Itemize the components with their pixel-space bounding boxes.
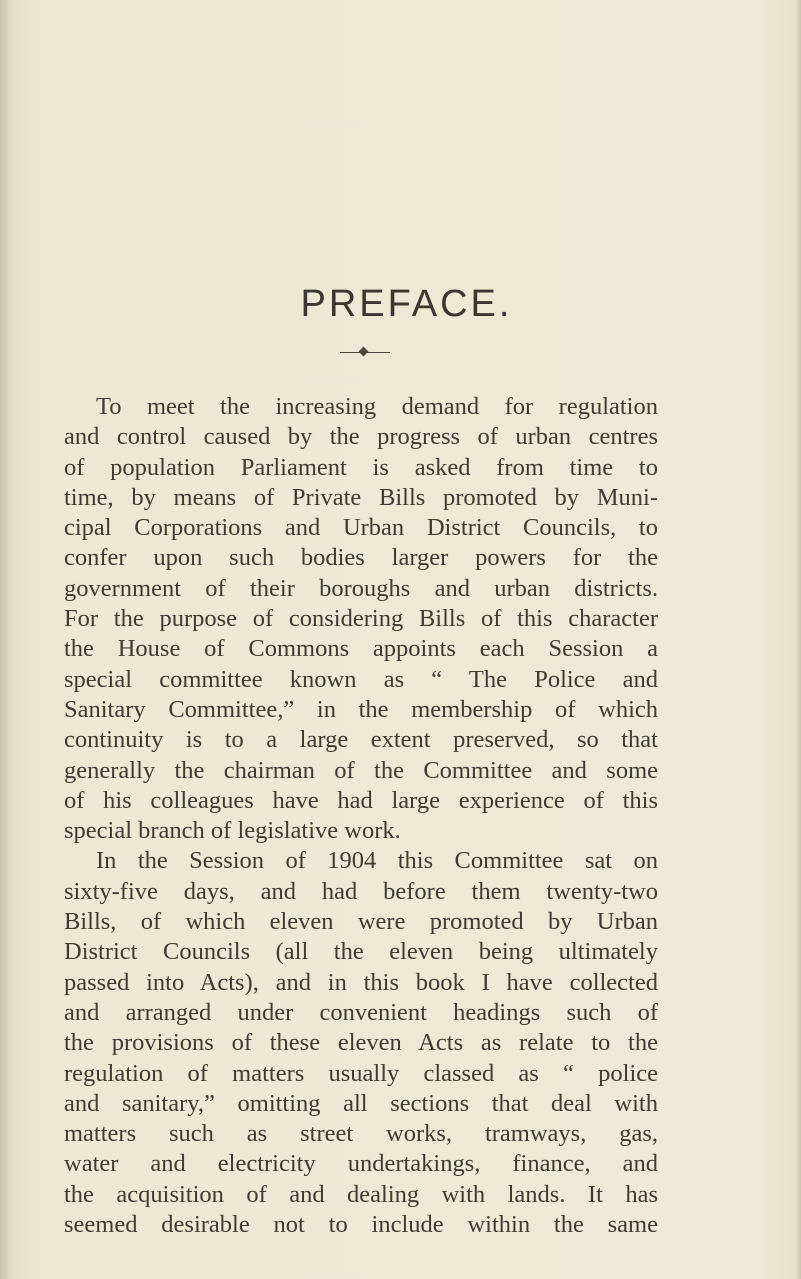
text-line: special branch of legislative work. <box>64 817 401 845</box>
text-line: matters such as street works, tramways, gas, <box>64 1120 658 1148</box>
text-line: water and electricity undertakings, finance, and <box>64 1150 658 1178</box>
text-line: special committee known as “ The Police and <box>64 665 658 693</box>
text-line: generally the chairman of the Committee and some <box>64 756 658 784</box>
diamond-rule-icon <box>340 347 390 359</box>
text-line: regulation of matters usually classed as “ police <box>64 1059 658 1087</box>
text-line: the acquisition of and dealing with lands. It has <box>64 1180 658 1208</box>
text-line: District Councils (all the eleven being ultimately <box>64 938 658 966</box>
page-left-edge <box>0 0 14 1279</box>
text-line: passed into Acts), and in this book I have collected <box>64 968 658 996</box>
paragraph <box>64 392 658 846</box>
text-line: Sanitary Committee,” in the membership of which <box>64 695 658 723</box>
text-line: government of their boroughs and urban districts. <box>64 574 658 602</box>
text-line: In the Session of 1904 this Committee sat on <box>96 847 658 875</box>
text-line: Bills, of which eleven were promoted by Urban <box>64 908 658 936</box>
text-line: of his colleagues have had large experience of this <box>64 786 658 814</box>
page-title: PREFACE. <box>300 283 513 325</box>
paragraph <box>64 846 658 1240</box>
text-line: the House of Commons appoints each Session a <box>64 635 658 663</box>
text-line: continuity is to a large extent preserved, so that <box>64 726 658 754</box>
text-line: of population Parliament is asked from time to <box>64 453 658 481</box>
text-line: confer upon such bodies larger powers for the <box>64 544 658 572</box>
text-line: time, by means of Private Bills promoted by Muni- <box>64 483 658 511</box>
text-line: cipal Corporations and Urban District Councils, to <box>64 514 658 542</box>
body-text <box>64 392 658 1240</box>
text-line: and control caused by the progress of urban centres <box>64 423 658 451</box>
text-line: and arranged under convenient headings such of <box>64 998 658 1026</box>
text-line: sixty-five days, and had before them twenty-two <box>64 877 658 905</box>
text-line: seemed desirable not to include within the same <box>64 1211 658 1239</box>
text-line: the provisions of these eleven Acts as relate to the <box>64 1029 658 1057</box>
text-line: For the purpose of considering Bills of this character <box>64 605 658 633</box>
text-line: To meet the increasing demand for regulation <box>96 393 658 420</box>
text-line: and sanitary,” omitting all sections that deal with <box>64 1089 658 1117</box>
page-right-edge <box>795 0 801 1279</box>
